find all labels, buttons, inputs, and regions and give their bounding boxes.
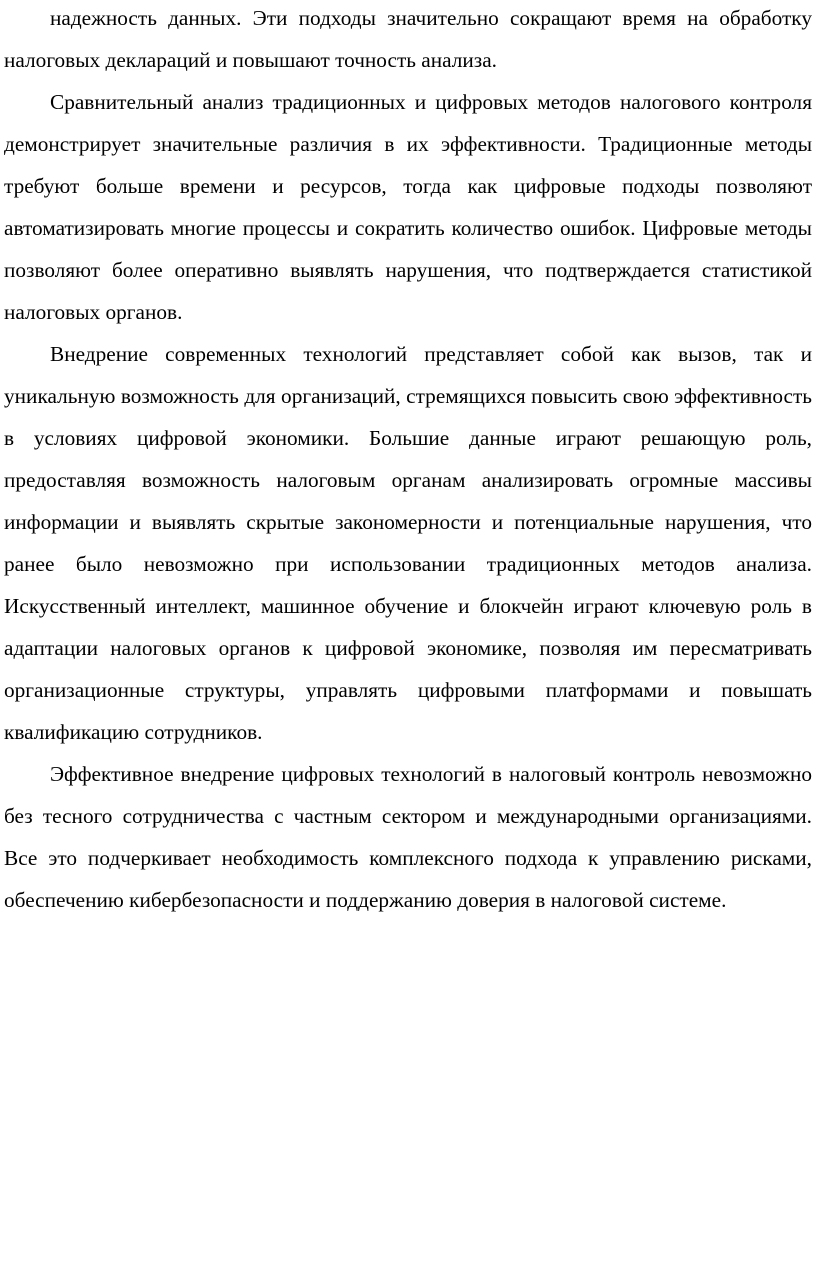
paragraph-comparative-analysis: Сравнительный анализ традиционных и цифровых методов налогового контроля демонстрирует значительные различия в их эффективности. Традиционные методы требуют больше времени и ресурсов, тогда как цифровые подходы позволяют автоматизировать многие процессы и сократить количество ошибок. Цифровые методы позволяют более оперативно выявлять нарушения, что подтверждается статистикой налоговых органов. — [4, 90, 812, 324]
document-body — [4, 0, 812, 921]
paragraph-technology-adoption: Внедрение современных технологий представляет собой как вызов, так и уникальную возможность для организаций, стремящихся повысить свою эффективность в условиях цифровой экономики. Большие данные играют решающую роль, предоставляя возможность налоговым органам анализировать огромные массивы информации и выявлять скрытые закономерности и потенциальные нарушения, что ранее было невозможно при использовании традиционных методов анализа. Искусственный интеллект, машинное обучение и блокчейн играют ключевую роль в адаптации налоговых органов к цифровой экономике, позволяя им пересматривать организационные структуры, управлять цифровыми платформами и повышать квалификацию сотрудников. — [4, 342, 812, 744]
paragraph-conclusion: Эффективное внедрение цифровых технологий в налоговый контроль невозможно без тесного сотрудничества с частным сектором и международными организациями. Все это подчеркивает необходимость комплексного подхода к управлению рисками, обеспечению кибербезопасности и поддержанию доверия в налоговой системе. — [4, 762, 812, 912]
paragraph-continuation: надежность данных. Эти подходы значительно сокращают время на обработку налоговых деклараций и повышают точность анализа. — [4, 6, 812, 72]
